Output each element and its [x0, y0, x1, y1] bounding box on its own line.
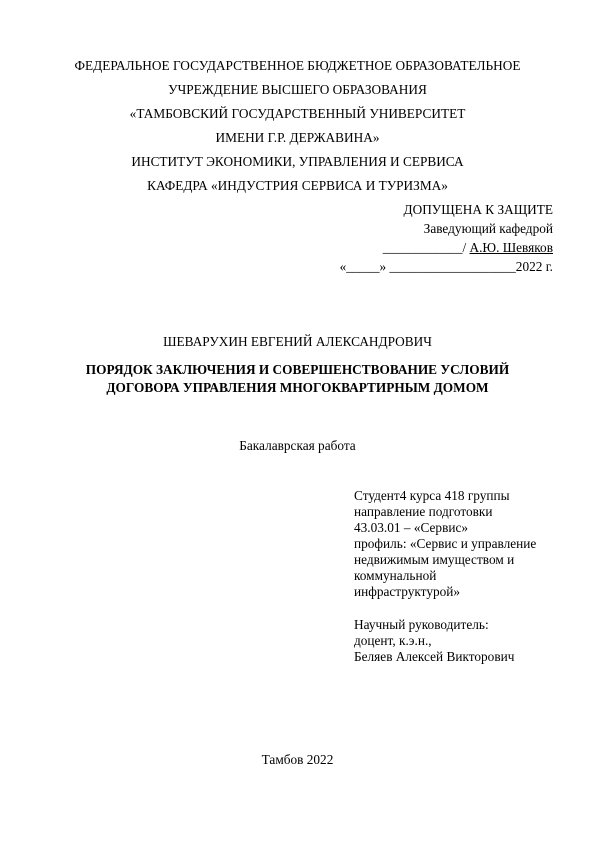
approval-signature: [383, 240, 553, 256]
student-info-line: недвижимым имуществом и: [354, 552, 515, 567]
student-info-line: коммунальной: [354, 568, 437, 583]
department-line: КАФЕДРА «ИНДУСТРИЯ СЕРВИСА И ТУРИЗМА»: [147, 178, 448, 193]
thesis-title-line-2: ДОГОВОРА УПРАВЛЕНИЯ МНОГОКВАРТИРНЫМ ДОМОМ: [106, 380, 489, 395]
org-line-2: УЧРЕЖДЕНИЕ ВЫСШЕГО ОБРАЗОВАНИЯ: [168, 82, 427, 97]
thesis-title-line-1: ПОРЯДОК ЗАКЛЮЧЕНИЯ И СОВЕРШЕНСТВОВАНИЕ УСЛОВИЙ: [85, 362, 510, 377]
supervisor-name: Беляев Алексей Викторович: [354, 649, 515, 664]
supervisor-label: Научный руководитель:: [354, 617, 489, 632]
student-info-line: 43.03.01 – «Сервис»: [354, 520, 469, 535]
supervisor-info: [354, 617, 574, 665]
signature-blank: ____________/: [382, 240, 470, 255]
org-line-4: ИМЕНИ Г.Р. ДЕРЖАВИНА»: [215, 130, 380, 145]
author-name: ШЕВАРУХИН ЕВГЕНИЙ АЛЕКСАНДРОВИЧ: [163, 334, 432, 349]
work-type: Бакалаврская работа: [239, 438, 356, 453]
student-info: [354, 488, 574, 600]
student-info-line: инфраструктурой»: [354, 584, 461, 599]
student-info-line: Студент4 курса 418 группы: [354, 488, 510, 503]
approval-position: Заведующий кафедрой: [423, 221, 553, 236]
org-line-1: ФЕДЕРАЛЬНОЕ ГОСУДАРСТВЕННОЕ БЮДЖЕТНОЕ ОБРАЗОВАТЕЛЬНОЕ: [74, 58, 521, 73]
student-info-line: направление подготовки: [354, 504, 493, 519]
institute-line: ИНСТИТУТ ЭКОНОМИКИ, УПРАВЛЕНИЯ И СЕРВИСА: [131, 154, 464, 169]
org-line-3: «ТАМБОВСКИЙ ГОСУДАРСТВЕННЫЙ УНИВЕРСИТЕТ: [129, 106, 466, 121]
approval-date: «_____» ___________________2022 г.: [339, 259, 553, 274]
approval-title: ДОПУЩЕНА К ЗАЩИТЕ: [403, 202, 553, 217]
head-name: А.Ю. Шевяков: [469, 240, 553, 255]
student-info-line: профиль: «Сервис и управление: [354, 536, 537, 551]
city-year: Тамбов 2022: [261, 752, 334, 767]
supervisor-degree: доцент, к.э.н.,: [354, 633, 432, 648]
